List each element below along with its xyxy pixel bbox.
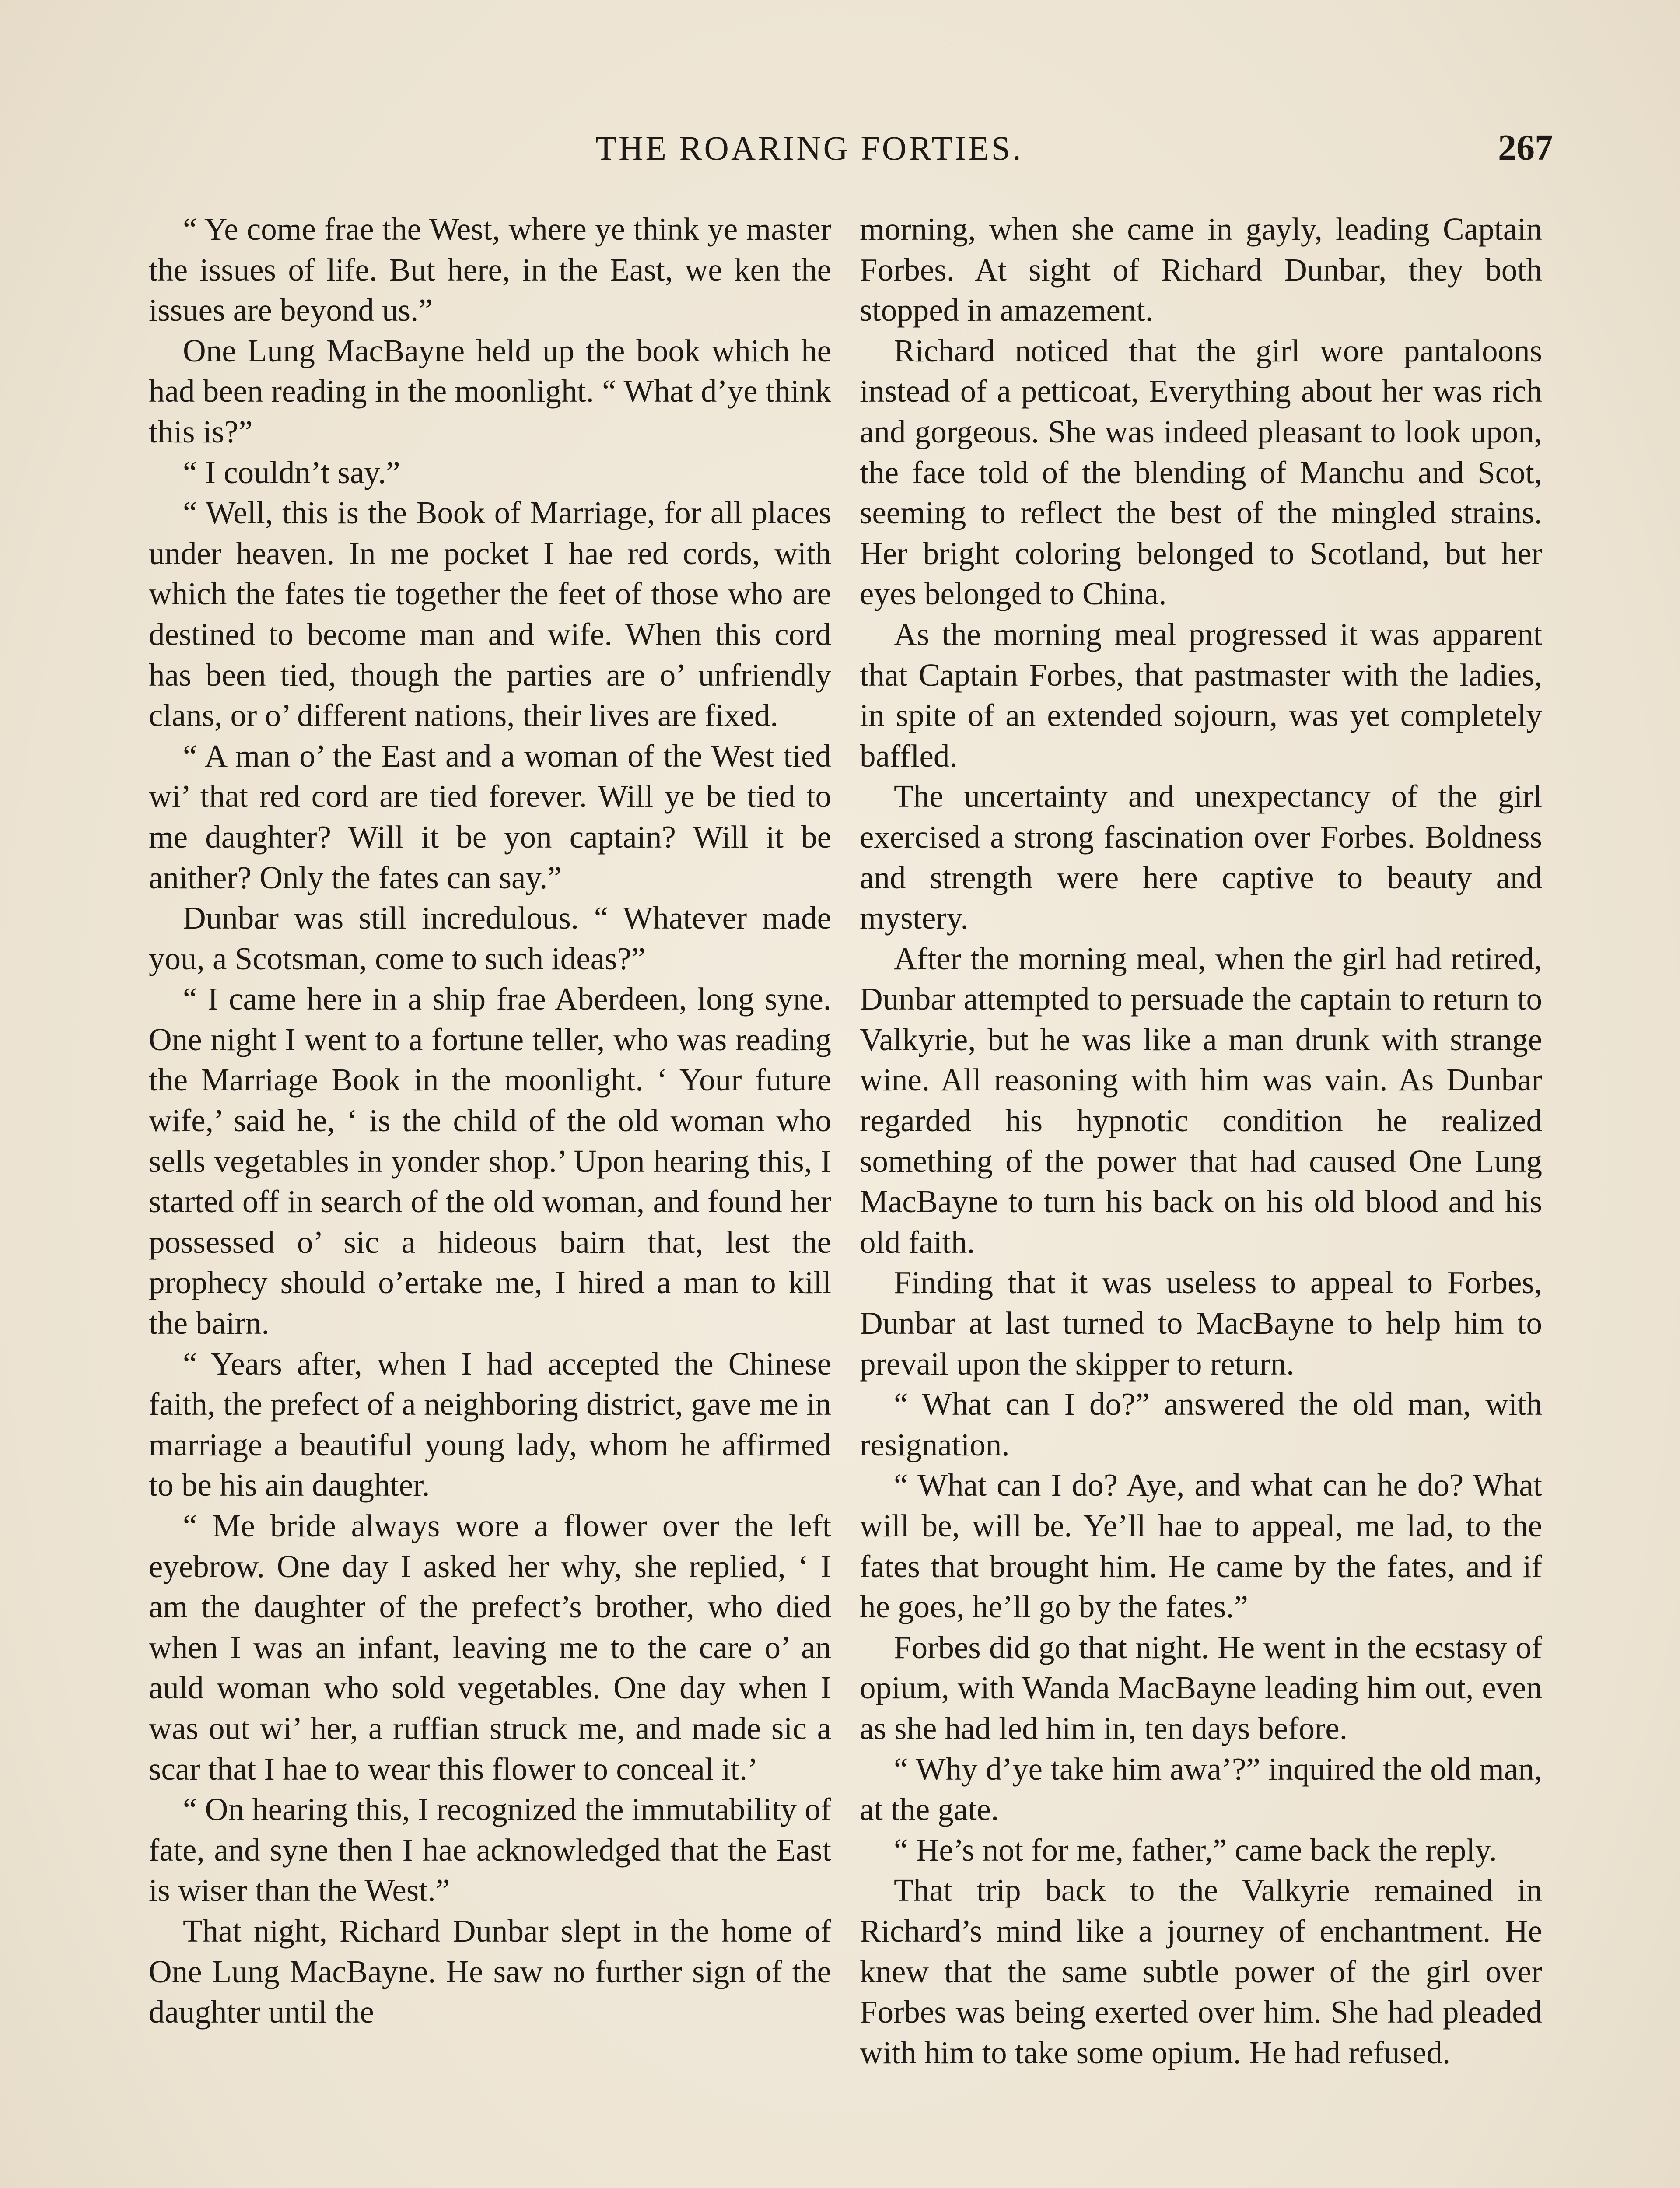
paragraph: “ I couldn’t say.” [183, 454, 400, 490]
right-column [860, 209, 1542, 2188]
paragraph: That trip back to the Valkyrie remained in Richard’s mind like a journey of enchantment. He knew that the same subtle power of the girl over Forbes was being exerted over him. She had pleaded with him to take some opium. He had refused. [860, 1872, 1542, 2070]
paragraph: “ Years after, when I had accepted the Chinese faith, the prefect of a neighboring district, gave me in marriage a beautiful young lady, whom he affirmed to be his ain daughter. [149, 1346, 831, 1503]
paragraph: “ He’s not for me, father,” came back the reply. [894, 1832, 1497, 1868]
left-column [149, 209, 831, 2188]
paragraph: “ I came here in a ship frae Aberdeen, long syne. One night I went to a fortune teller, who was reading the Marriage Book in the moonlight. ‘ Your future wife,’ said he, ‘ is the child of the old woman who sells vegetables in yonder shop.’ Upon hearing this, I started off in search of the old woman, and found her possessed o’ sic a hideous bairn that, lest the prophecy should o’ertake me, I hired a man to kill the bairn. [149, 981, 831, 1341]
paragraph: “ Ye come frae the West, where ye think ye master the issues of life. But here, in the East, we ken the issues are beyond us.” [149, 211, 831, 328]
paragraph: “ Me bride always wore a flower over the left eyebrow. One day I asked her why, she replied, ‘ I am the daughter of the prefect’s brother, who died when I was an infant, leaving me to the care o’ an auld woman who sold vegetables. One day when I was out wi’ her, a ruffian struck me, and made sic a scar that I hae to wear this flower to conceal it.’ [149, 1508, 831, 1787]
paragraph: “ A man o’ the East and a woman of the West tied wi’ that red cord are tied forever. Will ye be tied to me daughter? Will it be yon captain? Will it be anither? Only the fates can say.” [149, 738, 831, 895]
running-title: THE ROARING FORTIES. [595, 129, 1023, 167]
paragraph: That night, Richard Dunbar slept in the home of One Lung MacBayne. He saw no further sign of the daughter until the [149, 1913, 831, 2030]
paragraph: Dunbar was still incredulous. “ Whatever made you, a Scotsman, come to such ideas?” [149, 900, 831, 976]
paragraph: The uncertainty and unexpectancy of the girl exercised a strong fascination over Forbes. Boldness and strength were here captive to beauty and mystery. [860, 778, 1542, 936]
paragraph: Forbes did go that night. He went in the ecstasy of opium, with Wanda MacBayne leading him out, even as she had led him in, ten days before. [860, 1629, 1542, 1746]
paragraph: Richard noticed that the girl wore pantaloons instead of a petticoat, Everything about her was rich and gorgeous. She was indeed pleasant to look upon, the face told of the blending of Manchu and Scot, seeming to reflect the best of the mingled strains. Her bright coloring belonged to Scotland, but her eyes belonged to China. [860, 333, 1542, 612]
paragraph: One Lung MacBayne held up the book which he had been reading in the moonlight. “ What d’ye think this is?” [149, 333, 831, 449]
page-number: 267 [1498, 127, 1553, 168]
paragraph: “ Well, this is the Book of Marriage, for all places under heaven. In me pocket I hae red cords, with which the fates tie together the feet of those who are destined to become man and wife. When this cord has been tied, though the parties are o’ unfriendly clans, or o’ different nations, their lives are fixed. [149, 495, 831, 733]
paragraph: “ Why d’ye take him awa’?” inquired the old man, at the gate. [860, 1751, 1542, 1827]
paragraph: After the morning meal, when the girl had retired, Dunbar attempted to persuade the captain to return to Valkyrie, but he was like a man drunk with strange wine. All reasoning with him was vain. As Dunbar regarded his hypnotic condition he realized something of the power that had caused One Lung MacBayne to turn his back on his old blood and his old faith. [860, 940, 1542, 1260]
paragraph: “ On hearing this, I recognized the immutability of fate, and syne then I hae acknowledged that the East is wiser than the West.” [149, 1792, 831, 1908]
paragraph: As the morning meal progressed it was apparent that Captain Forbes, that pastmaster with the ladies, in spite of an extended sojourn, was yet completely baffled. [860, 616, 1542, 774]
paragraph: “ What can I do?” answered the old man, with resignation. [860, 1386, 1542, 1462]
paragraph-continued: morning, when she came in gayly, leading Captain Forbes. At sight of Richard Dunbar, they both stopped in amazement. [860, 211, 1542, 328]
paragraph: Finding that it was useless to appeal to Forbes, Dunbar at last turned to MacBayne to help him to prevail upon the skipper to return. [860, 1265, 1542, 1382]
paragraph: “ What can I do? Aye, and what can he do? What will be, will be. Ye’ll hae to appeal, me lad, to the fates that brought him. He came by the fates, and if he goes, he’ll go by the fates.” [860, 1467, 1542, 1625]
